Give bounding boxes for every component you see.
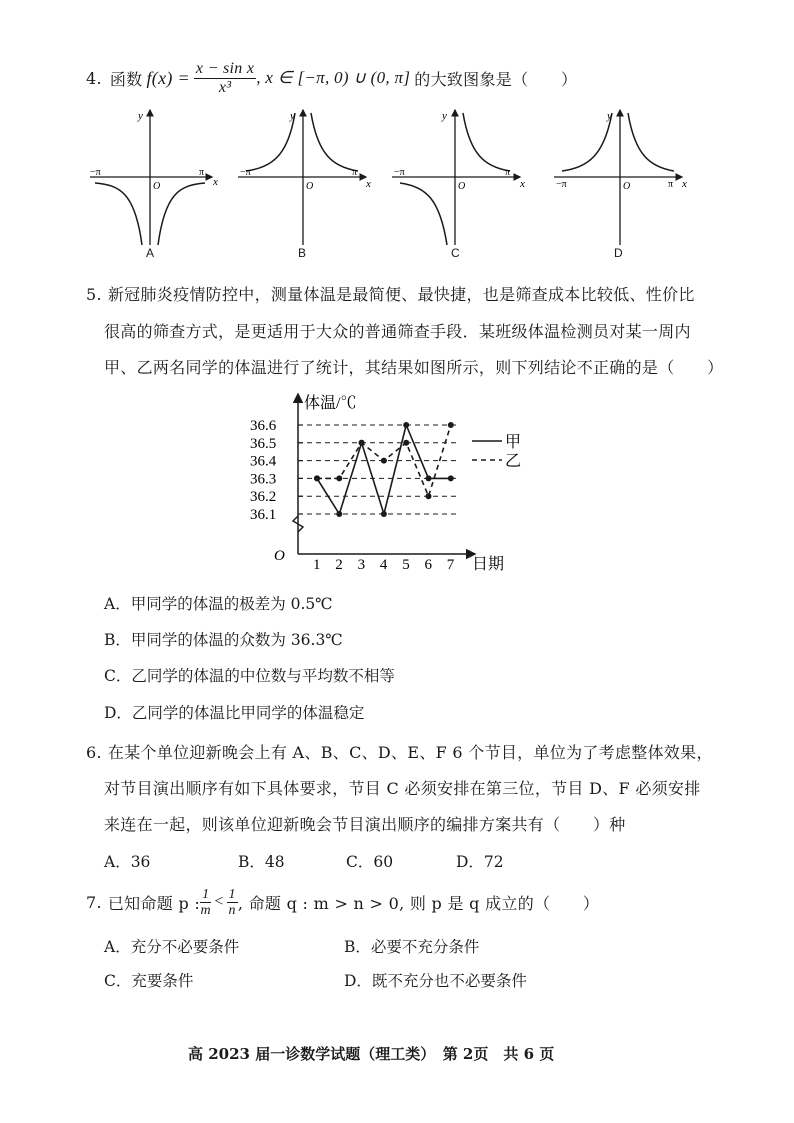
data-point-jia [426,475,432,481]
x-tick-label: 1 [313,557,321,573]
y-tick-label: 36.1 [250,507,277,523]
graph-b-origin: O [306,181,314,192]
graph-a-origin: O [153,181,161,192]
q7-option-d: D．既不充分也不必要条件 [344,972,527,990]
y-tick-label: 36.4 [250,453,277,470]
graph-b-neg-pi: −π [240,167,251,178]
legend-label-jia: 甲 [505,434,522,451]
graph-c-y: y [442,110,447,122]
graph-a-pi: π [199,167,205,178]
graph-a-y: y [138,110,143,122]
graph-label-b: B [298,246,307,260]
page-footer: 高 2023 届一诊数学试题（理工类） 第 2页 共 6 页 [188,1045,555,1063]
graph-a-neg-pi: −π [90,167,101,178]
graph-label-a: A [146,246,155,260]
x-tick-label: 6 [424,557,432,573]
q7-rest: , 命题 q : m > n > 0, 则 p 是 q 成立的（ ） [237,893,600,913]
q4-func-lhs: f(x) = [146,67,190,88]
graph-d-x: x [682,178,687,190]
data-point-yi [314,475,320,481]
q6-option-a: A．36 [104,853,151,871]
x-axis-label: 日期 [472,556,505,573]
origin-label: O [274,548,285,564]
x-tick-label: 7 [446,557,455,573]
y-axis-label: 体温/℃ [304,395,357,412]
data-point-jia [336,511,342,517]
q7-option-b: B．必要不充分条件 [344,938,480,956]
y-tick-label: 36.3 [250,471,277,488]
q4-denominator: x³ [218,78,232,96]
graph-d-pi: π [668,179,674,190]
data-point-yi [448,422,454,428]
data-point-yi [403,440,409,446]
q7-option-c: C．充要条件 [104,972,194,990]
x-tick-label: 3 [357,557,366,573]
graph-b-pi: π [352,167,358,178]
q5-option-d: D．乙同学的体温比甲同学的体温稳定 [104,704,365,722]
graph-c-pi: π [505,167,511,178]
q6-text-1: 在某个单位迎新晚会上有 A、B、C、D、E、F 6 个节目，单位为了考虑整体效果， [107,743,713,762]
q6-line1 [86,740,713,763]
graph-c [392,110,525,245]
q4-graphs [80,105,720,265]
q6-text-2: 对节目演出顺序有如下具体要求，节目 C 必须安排在第三位，节目 D、F 必须安排 [104,779,701,798]
q4-fraction [194,60,256,97]
data-point-jia [448,475,454,481]
series-line-jia [317,425,451,514]
q7-number: 7. [86,892,102,912]
q7-option-a: A．充分不必要条件 [104,938,240,956]
q7-stem [86,882,599,922]
q5-text-3: 甲、乙两名同学的体温进行了统计，其结果如图所示，则下列结论不正确的是（ ） [104,358,724,377]
graph-d [554,110,687,245]
q7-frac1-den: m [200,902,211,918]
y-tick-label: 36.2 [250,489,277,506]
graph-a-x: x [213,176,218,188]
q5-text-2: 很高的筛查方式，是更适用于大众的普通筛查手段．某班级体温检测员对某一周内 [104,322,691,341]
graph-b-x: x [366,178,371,190]
graph-d-y: y [607,110,612,122]
q7-frac2-num: 1 [228,886,236,902]
graph-c-x: x [520,178,525,190]
q6-option-d: D．72 [456,853,504,871]
q4-number: 4. [86,68,102,88]
x-tick-label: 5 [402,557,410,573]
y-tick-label: 36.5 [250,435,277,452]
q5-text-1: 新冠肺炎疫情防控中，测量体温是最简便、最快捷，也是筛查成本比较低、性价比 [107,285,695,304]
q4-stem [86,60,577,96]
q7-frac1 [200,887,211,918]
q7-prefix: 已知命题 p : [107,893,201,913]
data-point-yi [336,475,342,481]
data-point-yi [359,440,365,446]
q5-option-b: B．甲同学的体温的众数为 36.3℃ [104,631,343,649]
q7-frac2-den: n [228,902,236,918]
q6-number: 6. [86,743,102,762]
q5-number: 5. [86,285,102,304]
q7-frac1-num: 1 [202,886,210,902]
graph-d-neg-pi: −π [556,179,567,190]
q4-prefix: 函数 [109,69,143,89]
graph-a [90,110,218,245]
q6-option-b: B．48 [238,853,285,871]
data-point-jia [403,422,409,428]
data-point-jia [381,511,387,517]
graph-d-origin: O [623,181,631,192]
graph-b [238,110,371,245]
x-tick-label: 4 [379,557,388,573]
q7-lt: < [213,893,225,910]
graph-c-origin: O [458,181,466,192]
q5-option-c: C．乙同学的体温的中位数与平均数不相等 [104,667,395,685]
q4-suffix: 的大致图象是（ ） [414,69,578,89]
data-point-yi [381,458,387,464]
legend-label-yi: 乙 [505,453,522,470]
q5-option-a: A．甲同学的体温的极差为 0.5℃ [104,595,333,613]
q6-option-c: C．60 [346,853,394,871]
graph-b-y: y [290,110,295,122]
temperature-chart [240,388,540,578]
q4-numerator: x − sin x [195,59,255,77]
graph-label-d: D [614,246,623,260]
data-point-yi [426,493,432,499]
q5-line1 [86,282,695,305]
x-tick-label: 2 [335,557,343,573]
graph-label-c: C [451,246,460,260]
q4-domain: , x ∈ [−π, 0) ∪ (0, π] [256,68,411,87]
q7-frac2 [227,887,238,918]
q6-text-3: 来连在一起，则该单位迎新晚会节目演出顺序的编排方案共有（ ）种 [104,815,626,834]
graph-c-neg-pi: −π [394,167,405,178]
y-tick-label: 36.6 [250,418,277,434]
